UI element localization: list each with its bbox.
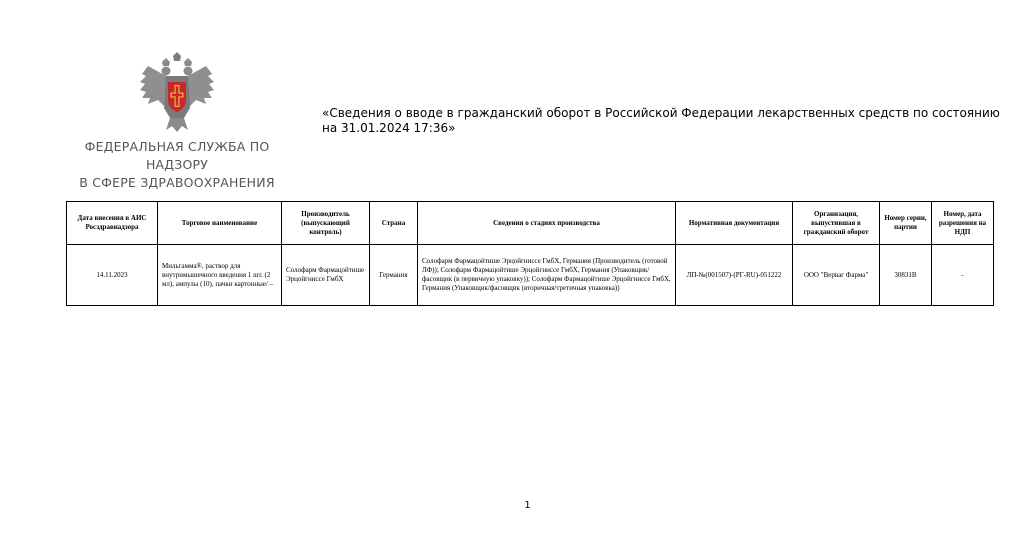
column-header-organization: Организация, выпустившая в гражданский оборот — [793, 202, 880, 245]
column-header-trade-name: Торговое наименование — [158, 202, 282, 245]
cell-date: 14.11.2023 — [67, 245, 158, 306]
cell-organization: ООО "Верваг Фарма" — [793, 245, 880, 306]
page-number: 1 — [524, 500, 531, 511]
report-table — [66, 201, 994, 306]
column-header-manufacturer: Производитель (выпускающий контроль) — [282, 202, 370, 245]
cell-batch: 30831B — [880, 245, 932, 306]
cell-manufacturer: Солофарм Фармацойтише Эрцойгниссе ГмбХ — [282, 245, 370, 306]
cell-permit: - — [932, 245, 994, 306]
organization-logo — [62, 52, 292, 190]
organization-name-line1: ФЕДЕРАЛЬНАЯ СЛУЖБА ПО НАДЗОРУ — [84, 139, 270, 172]
organization-name-line2: В СФЕРЕ ЗДРАВООХРАНЕНИЯ — [79, 175, 275, 190]
column-header-normative-doc: Нормативная документация — [676, 202, 793, 245]
double-headed-eagle-emblem-icon — [136, 52, 218, 134]
table-row — [67, 245, 994, 306]
cell-trade-name: Мильгамма®, раствор для внутримышечного введения 1 шт. (2 мл), ампулы (10), пачки картонные/ – — [158, 245, 282, 306]
column-header-permit: Номер, дата разрешения на НДП — [932, 202, 994, 245]
column-header-stages: Сведения о стадиях производства — [418, 202, 676, 245]
column-header-batch: Номер серии, партии — [880, 202, 932, 245]
column-header-country: Страна — [370, 202, 418, 245]
table-header-row — [67, 202, 994, 245]
organization-name — [62, 138, 292, 192]
document-title: «Сведения о вводе в гражданский оборот в Российской Федерации лекарственных средств по состоянию на 31.01.2024 17:36» — [322, 106, 1000, 135]
cell-normative-doc: ЛП-№(001507)-(РГ-RU)-051222 — [676, 245, 793, 306]
cell-country: Германия — [370, 245, 418, 306]
column-header-date: Дата внесения в АИС Росздравнадзора — [67, 202, 158, 245]
cell-stages: Солофарм Фармацойтише Эрцойгниссе ГмбХ, Германия (Производитель (готовой ЛФ)); Солофарм Фармацойтише Эрцойгниссе ГмбХ, Германия (Упаковщик/фасовщик (в первичную упаковку)); Солофарм Фармацойтише Эрцойгниссе ГмбХ, Германия (Упаковщик/фасовщик (вторичная/третичная упаковка)) — [418, 245, 676, 306]
